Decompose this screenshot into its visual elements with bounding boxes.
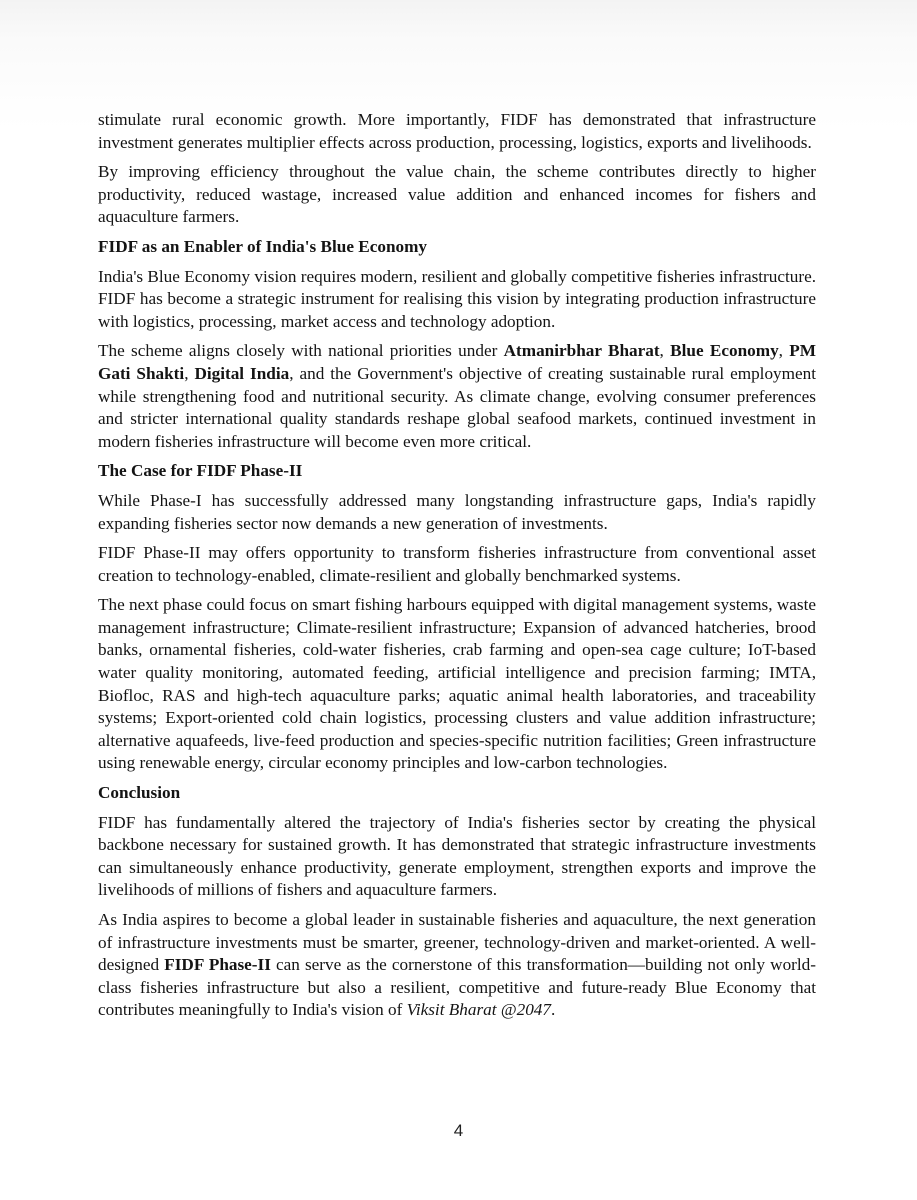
text-segment: , xyxy=(184,363,195,383)
text-segment: , and the Government's objective of creating sustainable rural employment while strengthening food and nutritional security. As climate change, evolving consumer preferences and stricter international quality standards reshape global seafood markets, continued investment in modern fisheries infrastructure will become even more critical. xyxy=(98,363,816,451)
paragraph-conclusion-trajectory: FIDF has fundamentally altered the trajectory of India's fisheries sector by creating the physical backbone necessary for sustained growth. It has demonstrated that strategic infrastructure investments can simultaneously enhance productivity, generate employment, strengthen exports and improve the livelihoods of millions of fishers and aquaculture farmers. xyxy=(98,812,816,900)
bold-term-atmanirbhar-bharat: Atmanirbhar Bharat xyxy=(503,341,660,361)
bold-term-fidf-phase-ii: FIDF Phase-II xyxy=(164,955,271,975)
text-segment: , xyxy=(778,341,790,361)
paragraph-national-priorities xyxy=(98,340,816,453)
text-segment: can serve as the cornerstone of this transformation—building not only world-class fisheries infrastructure but also a resilient, competitive and future-ready Blue Economy that contributes meaningfully to India's vision of xyxy=(98,955,817,1020)
heading-blue-economy-enabler: FIDF as an Enabler of India's Blue Economy xyxy=(98,236,428,256)
text-segment: . xyxy=(551,1000,556,1020)
heading-conclusion: Conclusion xyxy=(98,783,181,803)
paragraph-value-chain: By improving efficiency throughout the value chain, the scheme contributes directly to higher productivity, reduced wastage, increased value addition and enhanced incomes for fishers and aquaculture farmers. xyxy=(98,162,816,227)
page-number: 4 xyxy=(453,1121,464,1140)
paragraph-next-phase-focus: The next phase could focus on smart fishing harbours equipped with digital management systems, waste management infrastructure; Climate-resilient infrastructure; Expansion of advanced hatcheries, brood banks, ornamental fisheries, cold-water fisheries, crab farming and open-sea cage culture; IoT-based water quality monitoring, automated feeding, artificial intelligence and precision farming; IMTA, Biofloc, RAS and high-tech aquaculture parks; aquatic animal health laboratories, and traceability systems; Export-oriented cold chain logistics, processing clusters and value addition infrastructure; alternative aquafeeds, live-feed production and species-specific nutrition facilities; Green infrastructure using renewable energy, circular economy principles and low-carbon technologies. xyxy=(98,595,816,773)
heading-case-for-phase-ii: The Case for FIDF Phase-II xyxy=(98,461,303,481)
italic-term-viksit-bharat: Viksit Bharat @2047 xyxy=(406,1000,551,1020)
paragraph-rural-growth: stimulate rural economic growth. More importantly, FIDF has demonstrated that infrastructure investment generates multiplier effects across production, processing, logistics, exports and livelihoods. xyxy=(98,110,816,152)
text-segment: The scheme aligns closely with national priorities under xyxy=(98,341,504,361)
document-body xyxy=(98,109,816,1029)
bold-term-blue-economy: Blue Economy xyxy=(670,341,779,361)
text-segment: , xyxy=(659,341,671,361)
text-segment: As India aspires to become a global leader in sustainable fisheries and aquaculture, the next generation of infrastructure investments must be smarter, greener, technology-driven and market-oriented. A well-designed xyxy=(98,910,816,975)
bold-term-digital-india: Digital India xyxy=(194,363,290,383)
bold-term-pm-gati-shakti: PM Gati Shakti xyxy=(98,341,817,383)
paragraph-phase-ii-opportunity: FIDF Phase-II may offers opportunity to transform fisheries infrastructure from conventional asset creation to technology-enabled, climate-resilient and globally benchmarked systems. xyxy=(98,543,816,585)
paragraph-phase-i-gaps: While Phase-I has successfully addressed many longstanding infrastructure gaps, India's rapidly expanding fisheries sector now demands a new generation of investments. xyxy=(98,490,816,533)
paragraph-blue-economy-vision: India's Blue Economy vision requires modern, resilient and globally competitive fisheries infrastructure. FIDF has become a strategic instrument for realising this vision by integrating production infrastructure with logistics, processing, market access and technology adoption. xyxy=(98,266,816,331)
paragraph-conclusion-vision xyxy=(98,909,816,1022)
